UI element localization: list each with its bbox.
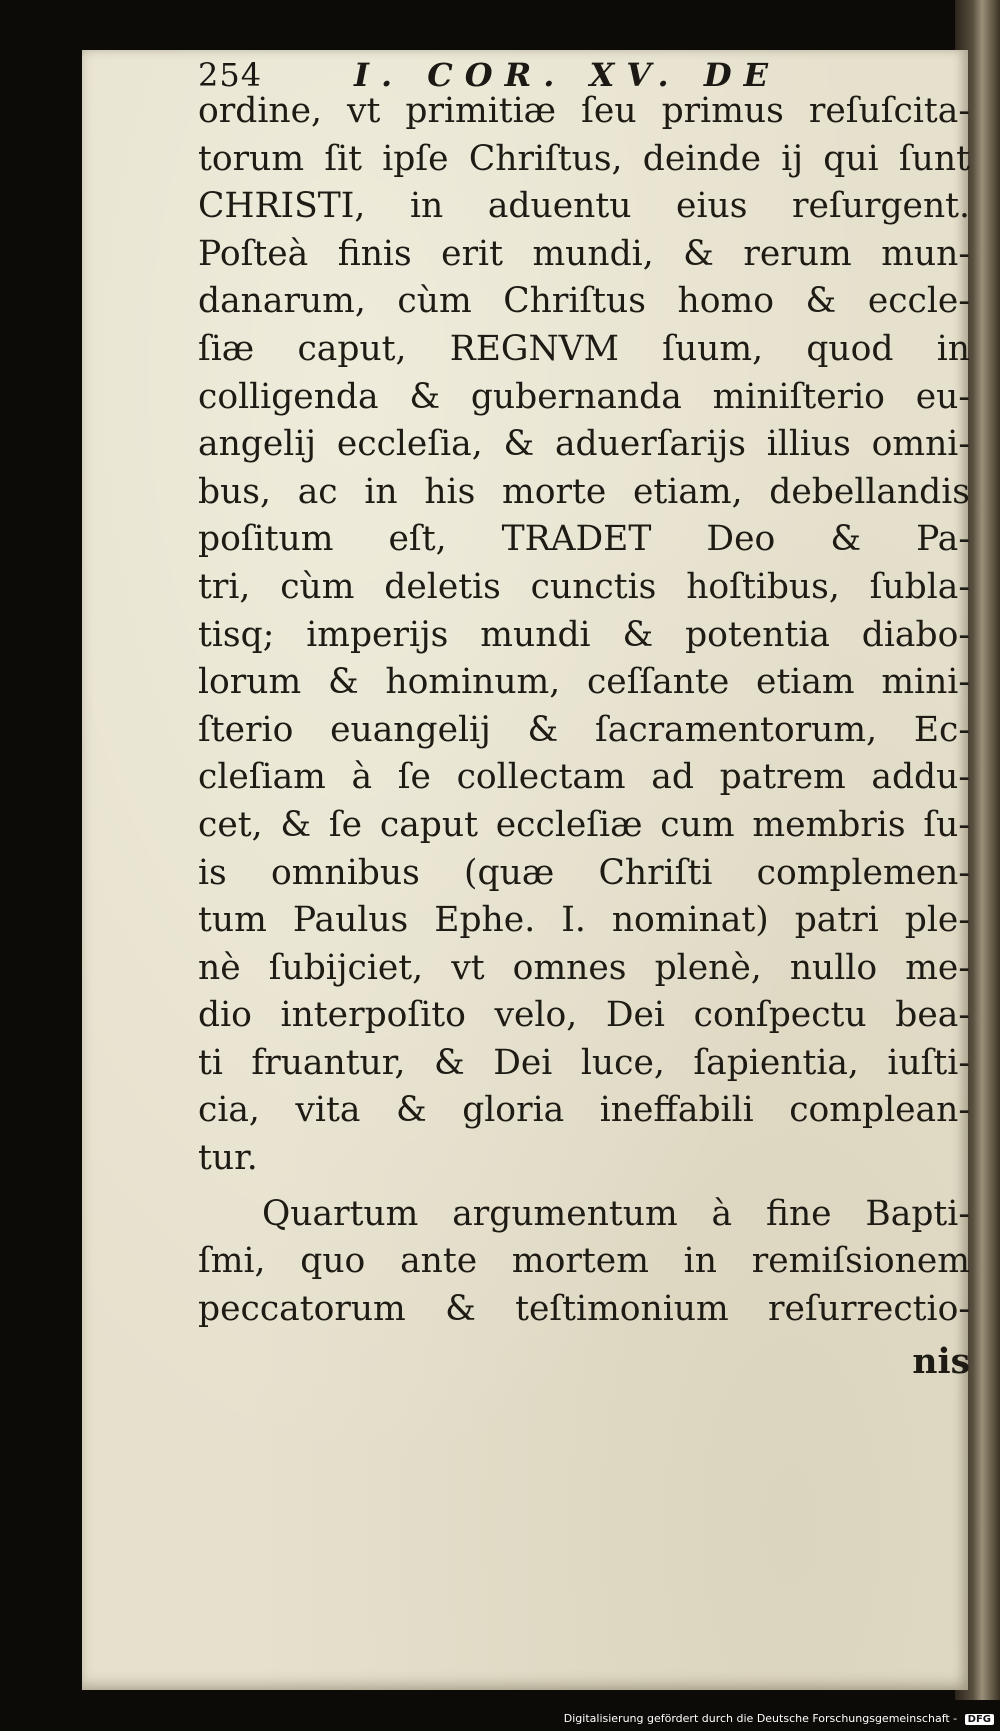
text-line: tur. xyxy=(198,1138,258,1179)
text-line: ſmi, quo ante mortem in remiſsionem xyxy=(198,1241,970,1282)
text-line: danarum, cùm Chriſtus homo & eccle- xyxy=(198,281,970,322)
text-line: dio interpoſito velo, Dei conſpectu bea- xyxy=(198,995,970,1036)
text-line: cia, vita & gloria ineffabili complean- xyxy=(198,1090,970,1131)
running-title: I. COR. XV. DE xyxy=(354,56,780,94)
dfg-logo: DFG xyxy=(965,1714,994,1725)
text-line: colligenda & gubernanda miniſterio eu- xyxy=(198,376,970,417)
text-line: cet, & ſe caput eccleſiæ cum membris ſu- xyxy=(198,804,970,845)
page-number: 254 xyxy=(198,56,263,94)
text-line: tisq; imperijs mundi & potentia diabo- xyxy=(198,614,970,655)
text-line: poſitum eſt, TRADET Deo & Pa- xyxy=(198,519,970,560)
digitization-credit xyxy=(564,1712,994,1725)
text-line: bus, ac in his morte etiam, debellandis xyxy=(198,471,970,512)
text-line: nè ſubijciet, vt omnes plenè, nullo me- xyxy=(198,947,970,988)
body-text xyxy=(198,88,970,1387)
credit-text: Digitalisierung gefördert durch die Deutsche Forschungsgemeinschaft - xyxy=(563,1712,958,1725)
text-line: tri, cùm deletis cunctis hoſtibus, ſubla- xyxy=(198,566,970,607)
text-line: ordine, vt primitiæ ſeu primus reſuſcita- xyxy=(198,91,970,131)
text-line: peccatorum & teſtimonium reſurrectio- xyxy=(198,1288,970,1329)
text-line: cleſiam à ſe collectam ad patrem addu- xyxy=(198,757,970,798)
text-line: Quartum argumentum à fine Bapti- xyxy=(262,1193,970,1234)
text-line: ſterio euangelij & ſacramentorum, Ec- xyxy=(198,709,970,750)
text-line: ti fruantur, & Dei luce, ſapientia, iuſti- xyxy=(198,1042,970,1083)
text-line: tum Paulus Ephe. I. nominat) patri ple- xyxy=(198,900,970,941)
catchword: nis xyxy=(912,1342,970,1383)
text-line: CHRISTI, in aduentu eius reſurgent. xyxy=(198,186,970,227)
text-line: lorum & hominum, ceſſante etiam mini- xyxy=(198,662,970,703)
text-line: angelij eccleſia, & aduerſarijs illius omni- xyxy=(198,424,970,465)
text-line: is omnibus (quæ Chriſti complemen- xyxy=(198,852,970,893)
text-line: torum ſit ipſe Chriſtus, deinde ij qui ſunt xyxy=(198,138,970,179)
text-line: ſiæ caput, REGNVM ſuum, quod in xyxy=(198,328,970,369)
text-line: Poſteà finis erit mundi, & rerum mun- xyxy=(198,233,970,274)
